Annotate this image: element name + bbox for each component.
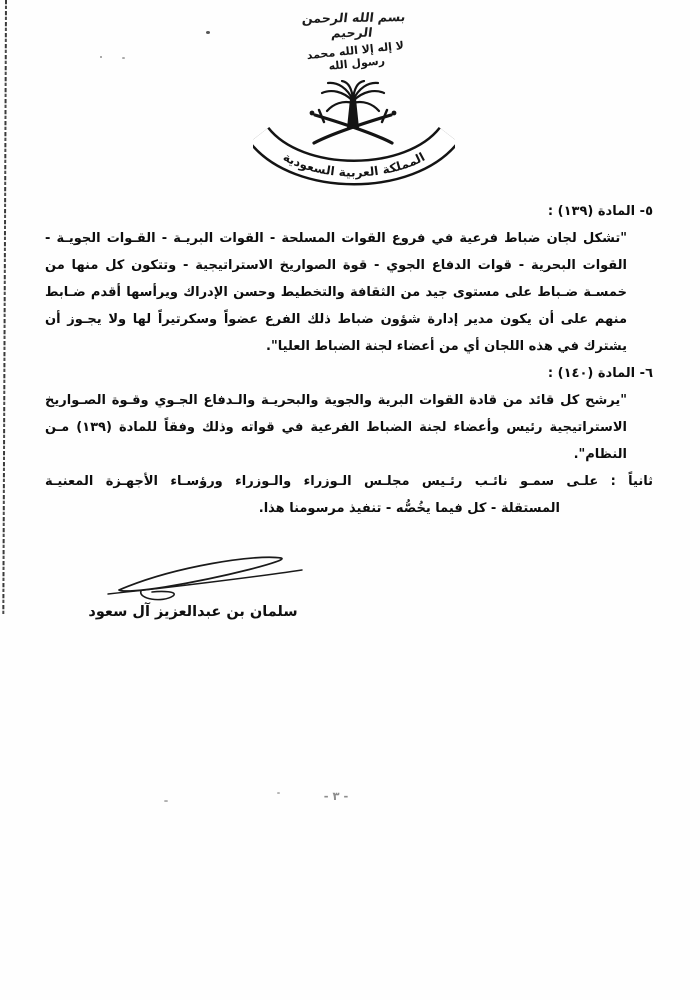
scan-speck [100, 56, 102, 58]
second-clause-line: ثانياً : علـى سمـو نائـب رئـيس مجلـس الـوزراء والـوزراء ورؤسـاء الأجهـزة المعنيـة [45, 474, 653, 489]
article-139-line: خمسـة ضـباط على مستوى جيد من الثقافة والتخطيط وحسن الإدراك ويرأسها أقدم ضـابط [45, 285, 627, 300]
article-140-heading: ٦- المادة (١٤٠) : [547, 366, 653, 381]
scan-speck [206, 31, 210, 34]
signatory-name: سلمان بن عبدالعزيز آل سعود [88, 604, 298, 620]
scan-speck [277, 792, 280, 794]
scan-speck [122, 57, 125, 59]
scanner-edge-line [2, 0, 7, 616]
emblem-banner-ribbon [259, 135, 449, 180]
article-139-line: القوات البحرية - قوات الدفاع الجوي - قوة الصواريخ الاستراتيجية - وتتكون كل منها من [45, 258, 627, 273]
article-139-heading: ٥- المادة (١٣٩) : [547, 204, 653, 219]
article-140-line: "يرشح كل قائد من قادة القوات البرية والجوية والبحريـة والـدفاع الجـوي وقـوة الصـواريخ [45, 393, 627, 408]
shahada-calligraphy: لا إله إلا الله محمد رسول الله [306, 38, 405, 73]
saudi-emblem [253, 80, 455, 195]
article-139-line: يشترك في هذه اللجان أي من أعضاء لجنة الضباط العليا". [266, 339, 627, 354]
article-139-line: منهم على أن يكون مدير إدارة شؤون ضباط ذلك الفرع عضواً وسكرتيراً لها ولا يجـوز أن [45, 312, 627, 327]
decree-body [45, 198, 653, 522]
page-number: - ٣ - [323, 789, 349, 803]
palm-trunk [347, 99, 359, 128]
article-140-line: الاستراتيجية رئيس وأعضاء لجنة الضباط الفرعية في قواته وذلك وفقاً للمادة (١٣٩) مـن [45, 420, 627, 435]
bismillah-calligraphy: بسم الله الرحمن الرحيم [301, 9, 407, 41]
second-clause-line: المستقلة - كل فيما يخُصُّه - تنفيذ مرسومنا هذا. [258, 501, 560, 516]
article-139-line: "تشكل لجان ضباط فرعية في فروع القوات المسلحة - القوات البريـة - القـوات الجويـة - [45, 231, 627, 246]
scan-speck [164, 800, 168, 802]
banner-text: المملكة العربية السعودية [280, 149, 428, 180]
article-140-line: النظام". [573, 447, 627, 462]
signature-stroke [105, 547, 305, 605]
